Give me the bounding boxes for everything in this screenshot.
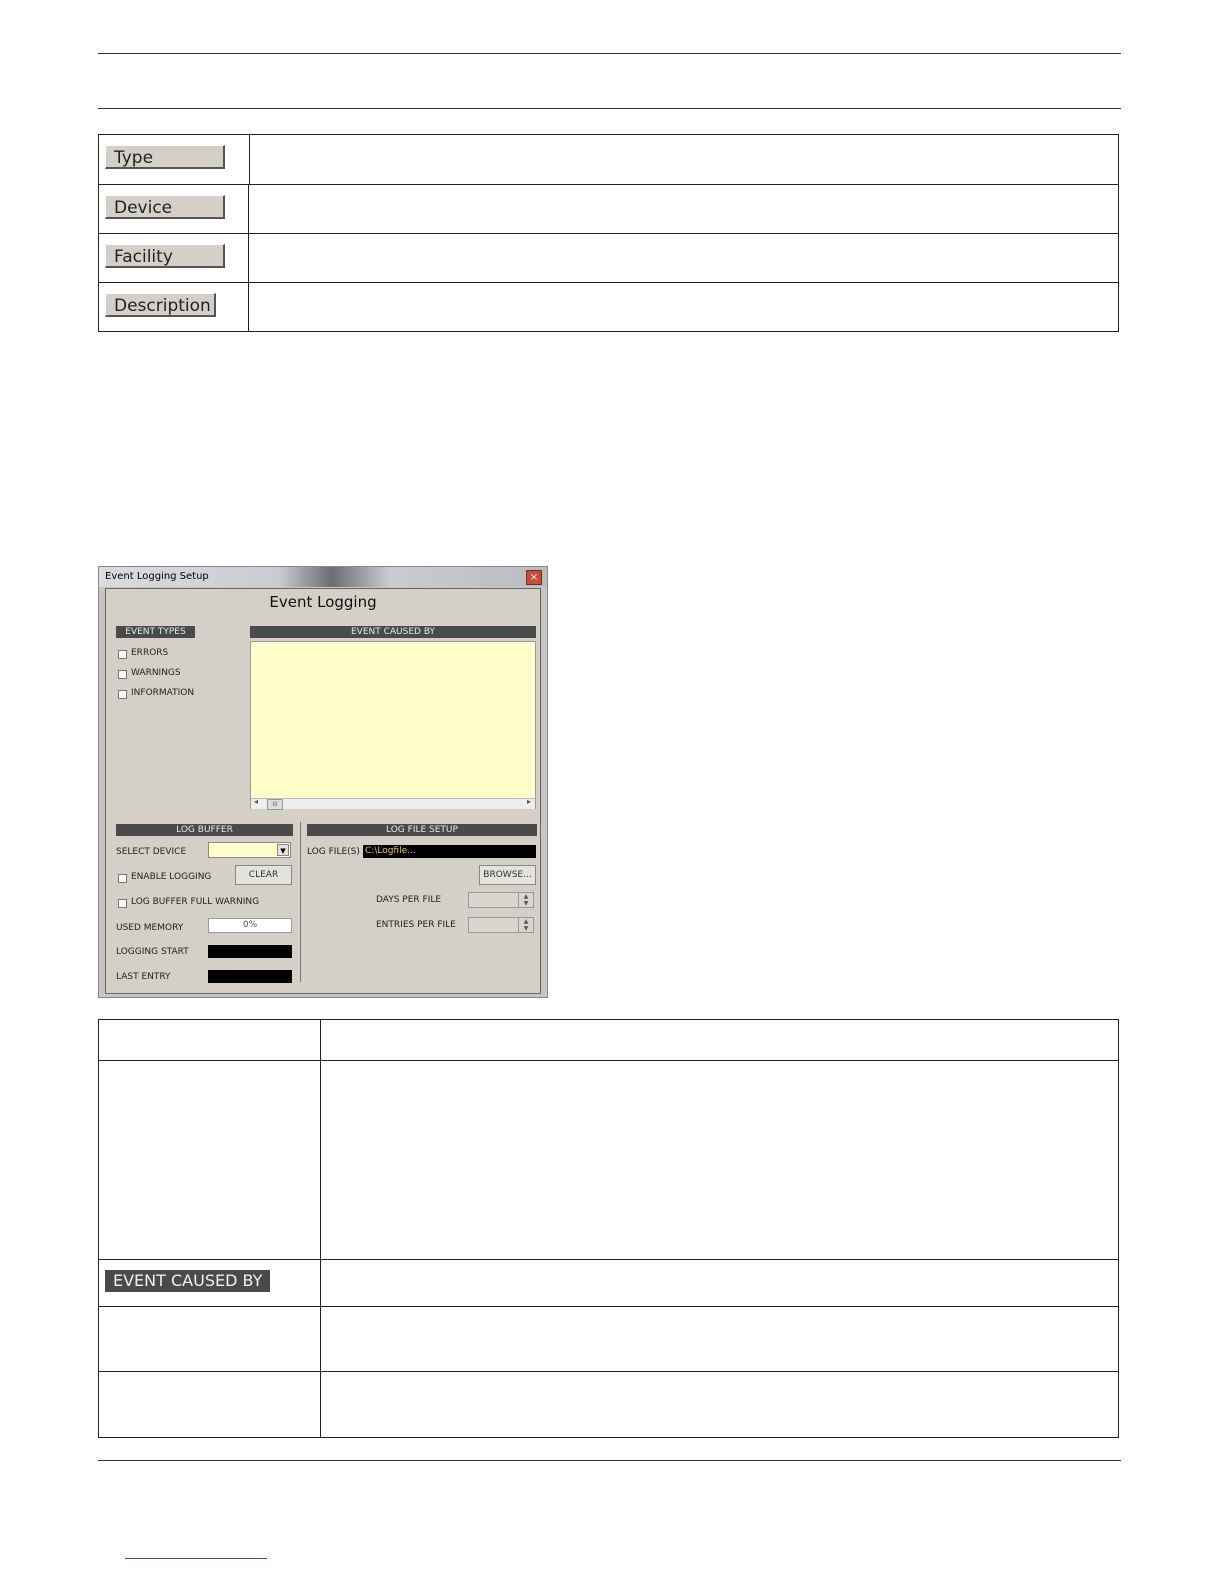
log-buffer-header: LOG BUFFER [116,824,293,836]
table-cell [99,135,250,184]
column-buttons-table [98,134,1119,332]
table-row [99,1306,1118,1371]
log-files-field[interactable]: C:\Logfile... [363,845,536,858]
table-cell [99,283,249,331]
table-cell [99,1372,321,1437]
enable-logging-label: ENABLE LOGGING [131,872,212,882]
stepper-arrows-icon[interactable]: ▲ ▼ [518,918,533,932]
table-cell [99,1061,321,1259]
log-buffer-full-warning-label: LOG BUFFER FULL WARNING [131,897,260,907]
information-checkbox[interactable] [118,690,127,699]
table-row [99,233,1118,282]
errors-checkbox[interactable] [118,650,127,659]
table-row [99,1259,1118,1306]
used-memory-label: USED MEMORY [116,923,184,933]
dialog-body [105,588,541,994]
header-rule-2 [98,108,1121,109]
event-types-header: EVENT TYPES [116,626,195,638]
information-label: INFORMATION [131,688,195,698]
table-cell [99,234,249,282]
dialog-heading: Event Logging [269,593,377,611]
last-entry-label: LAST ENTRY [116,972,171,982]
dialog-title: Event Logging Setup [105,571,209,582]
warnings-checkbox[interactable] [118,670,127,679]
dialog-title-bar [99,567,547,587]
table-row [99,1060,1118,1259]
entries-per-file-label: ENTRIES PER FILE [376,920,456,930]
table-cell [99,185,249,233]
table-cell [99,1260,321,1306]
facility-column-button: Facility [105,244,225,268]
logging-start-label: LOGGING START [116,947,189,957]
type-column-button: Type [105,145,225,169]
event-caused-by-list[interactable] [250,641,536,809]
table-cell [99,1307,321,1371]
days-per-file-stepper[interactable] [468,892,534,908]
logging-start-value [208,945,292,958]
event-caused-by-header: EVENT CAUSED BY [250,626,536,638]
table-row [99,1371,1118,1437]
used-memory-bar: 0% [208,918,292,933]
scroll-left-icon[interactable]: ◂ [254,797,259,806]
header-rule [98,53,1121,54]
log-buffer-full-warning-checkbox[interactable] [118,899,127,908]
table-row [99,135,1118,184]
scroll-thumb[interactable]: III [267,799,283,810]
footer-link-underline [125,1558,267,1559]
description-column-button: Description [105,293,216,317]
days-per-file-label: DAYS PER FILE [376,895,442,905]
clear-button[interactable]: CLEAR [235,865,292,885]
errors-label: ERRORS [131,648,169,658]
table-row [99,184,1118,233]
footer-rule [98,1460,1121,1461]
event-logging-dialog [98,566,548,998]
log-files-label: LOG FILE(S) [307,847,360,857]
select-device-dropdown[interactable] [208,842,291,858]
enable-logging-checkbox[interactable] [118,874,127,883]
table-row [99,1020,1118,1060]
close-icon[interactable]: × [526,570,542,585]
table-cell [99,1020,321,1060]
select-device-label: SELECT DEVICE [116,847,187,857]
table-row [99,282,1118,331]
browse-button[interactable]: BROWSE... [479,865,536,885]
horizontal-scrollbar[interactable] [251,798,535,809]
scroll-right-icon[interactable]: ▸ [526,797,531,806]
log-file-setup-header: LOG FILE SETUP [307,824,537,836]
device-column-button: Device [105,195,225,219]
chevron-down-icon[interactable]: ▼ [277,844,289,856]
entries-per-file-stepper[interactable] [468,917,534,933]
warnings-label: WARNINGS [131,668,181,678]
stepper-arrows-icon[interactable]: ▲ ▼ [518,893,533,907]
section-divider [300,822,301,982]
dialog-description-table [98,1019,1119,1438]
event-caused-by-label-image: EVENT CAUSED BY [105,1270,270,1292]
last-entry-value [208,970,292,983]
